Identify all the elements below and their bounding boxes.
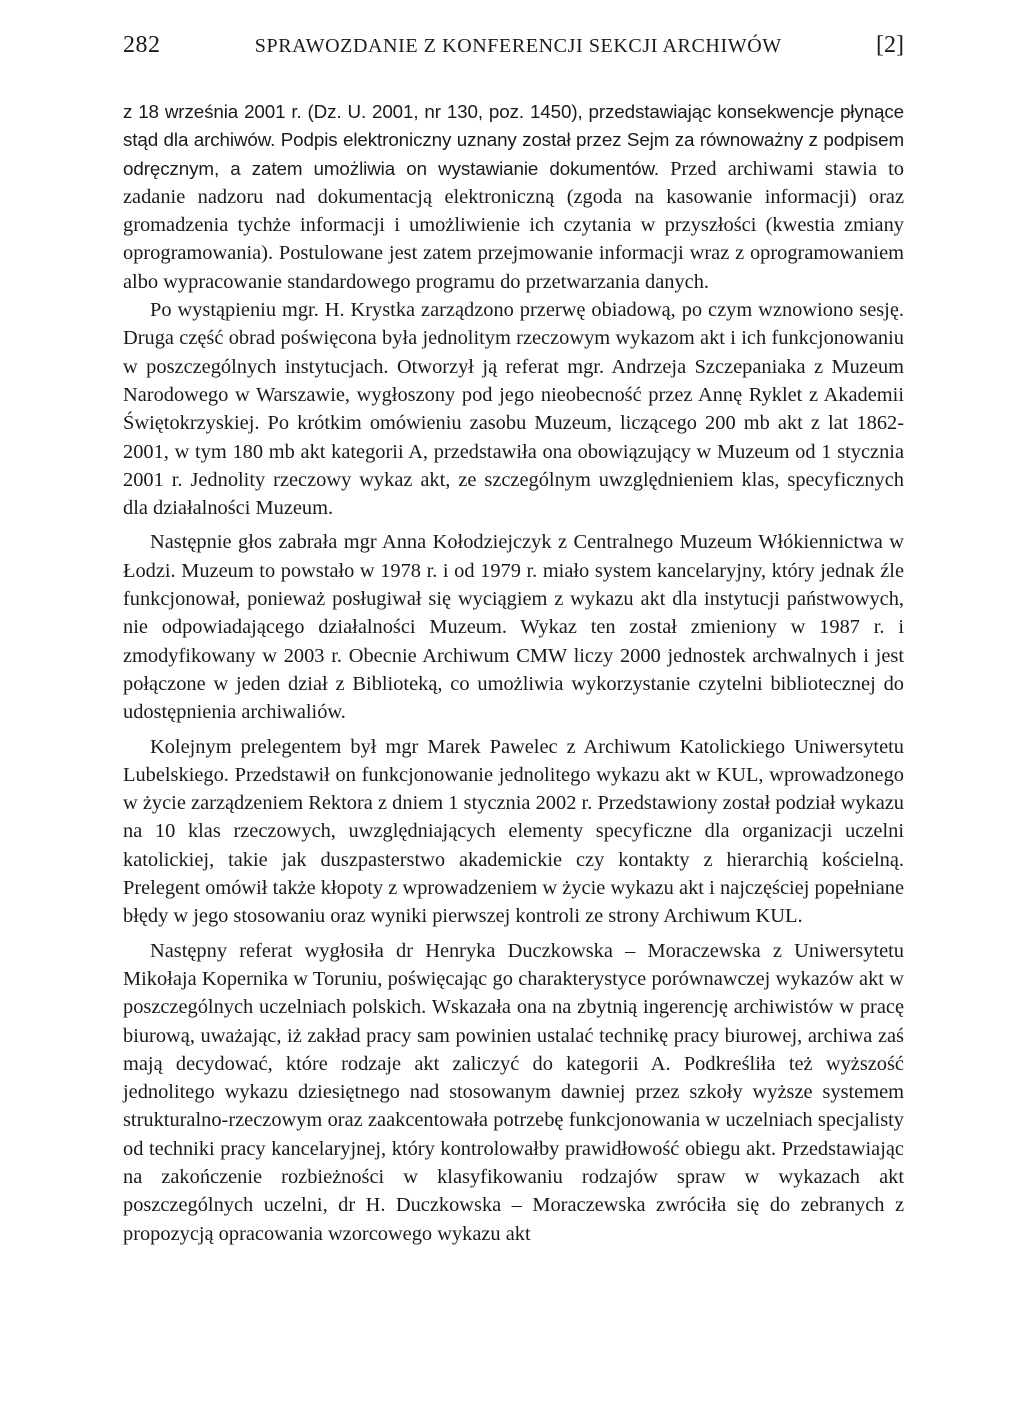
page-number: 282 xyxy=(123,32,161,58)
paragraph-session-break: Po wystąpieniu mgr. H. Krystka zarządzono przerwę obiadową, po czym wznowiono sesję. Druga część obrad poświęcona była jednolitym rzeczowym wykazom akt i ich funkcjonowaniu w poszczególnych instytucjach. Otworzył ją referat mgr. Andrzeja Szczepaniaka z Muzeum Narodowego w Warszawie, wygłoszony pod jego nieobecność przez Annę Ryklet z Akademii Świętokrzyskiej. Po krótkim omówieniu zasobu Muzeum, liczącego 200 mb akt z lat 1862-2001, w tym 180 mb akt kategorii A, przedstawiła ona obowiązujący w Muzeum od 1 stycznia 2001 r. Jednolity rzeczowy wykaz akt, ze szczególnym uwzględnieniem klas, specyficznych dla działalności Muzeum. xyxy=(123,299,904,520)
paragraph-pawelec: Kolejnym prelegentem był mgr Marek Pawelec z Archiwum Katolickiego Uniwersytetu Lubelskiego. Przedstawił on funkcjonowanie jednolitego wykazu akt w KUL, wprowadzonego w życie zarządzeniem Rektora z dniem 1 stycznia 2002 r. Przedstawiony został podział wykazu na 10 klas rzeczowych, uwzględniających elementy specyficzne dla organizacji uczelni katolickiej, takie jak duszpasterstwo akademickie czy kontakty z hierarchią kościelną. Prelegent omówił także kłopoty z wprowadzeniem w życie wykazu akt i najczęściej popełniane błędy w jego stosowaniu oraz wyniki pierwszej kontroli ze strony Archiwum KUL. xyxy=(123,735,904,928)
running-title: SPRAWOZDANIE Z KONFERENCJI SEKCJI ARCHIWÓW xyxy=(254,35,782,57)
paragraph-sans-run: z 18 września 2001 r. (Dz. U. 2001, nr 130, poz. 1450), przedstawiając konsekwencje płynące stąd dla archiwów. Podpis elektroniczny uznany został przez Sejm za równoważny z podpisem odręcznym, a zatem umożliwia on wystawianie dokumentów. xyxy=(123,101,904,179)
body-text xyxy=(123,98,904,1248)
page-header xyxy=(123,32,904,59)
paragraph-serif-run: Przed archiwami stawia to zadanie nadzoru nad dokumentacją elektroniczną (zgoda na kasowanie informacji) oraz gromadzenia tychże informacji i umożliwienie ich czytania w przyszłości (kwestia zmiany oprogramowania). Postulowane jest zatem przejmowanie informacji wraz z oprogramowaniem albo wypracowanie standardowego programu do przetwarzania danych. xyxy=(123,157,904,293)
paragraph-kolodziejczyk: Następnie głos zabrała mgr Anna Kołodziejczyk z Centralnego Muzeum Włókiennictwa w Łodzi. Muzeum to powstało w 1978 r. i od 1979 r. miało system kancelaryjny, który jednak źle funkcjonował, ponieważ posługiwał się wyciągiem z wykazu akt dla instytucji państwowych, nie odpowiadającego działalności Muzeum. Wykaz ten został zmieniony w 1987 r. i zmodyfikowany w 2003 r. Obecnie Archiwum CMW liczy 2000 jednostek archwalnych i jest połączone w jeden dział z Biblioteką, co umożliwia wykorzystanie czytelni bibliotecznej do udostępnienia archiwaliów. xyxy=(123,531,904,724)
paragraph-continuation xyxy=(123,98,904,296)
section-number: [2] xyxy=(876,32,904,58)
paragraph-duczkowska: Następny referat wygłosiła dr Henryka Duczkowska – Moraczewska z Uniwersytetu Mikołaja Kopernika w Toruniu, poświęcając go charakterystyce porównawczej wykazów akt w poszczególnych uczelniach polskich. Wskazała ona na zbytnią ingerencję archiwistów w pracę biurową, uważając, iż zakład pracy sam powinien ustalać technikę pracy biurowej, archiwa zaś mają decydować, które rodzaje akt zaliczyć do kategorii A. Podkreśliła też wyższość jednolitego wykazu dziesiętnego nad stosowanym dawniej przez szkoły wyższe systemem strukturalno-rzeczowym oraz zaakcentowała potrzebę funkcjonowania w uczelniach specjalisty od techniki pracy kancelaryjnej, który kontrolowałby prawidłowość obiegu akt. Przedstawiając na zakończenie rozbieżności w klasyfikowaniu rodzajów spraw w wykazach akt poszczególnych uczelni, dr H. Duczkowska – Moraczewska zwróciła się do zebranych z propozycją opracowania wzorcowego wykazu akt xyxy=(123,939,904,1245)
